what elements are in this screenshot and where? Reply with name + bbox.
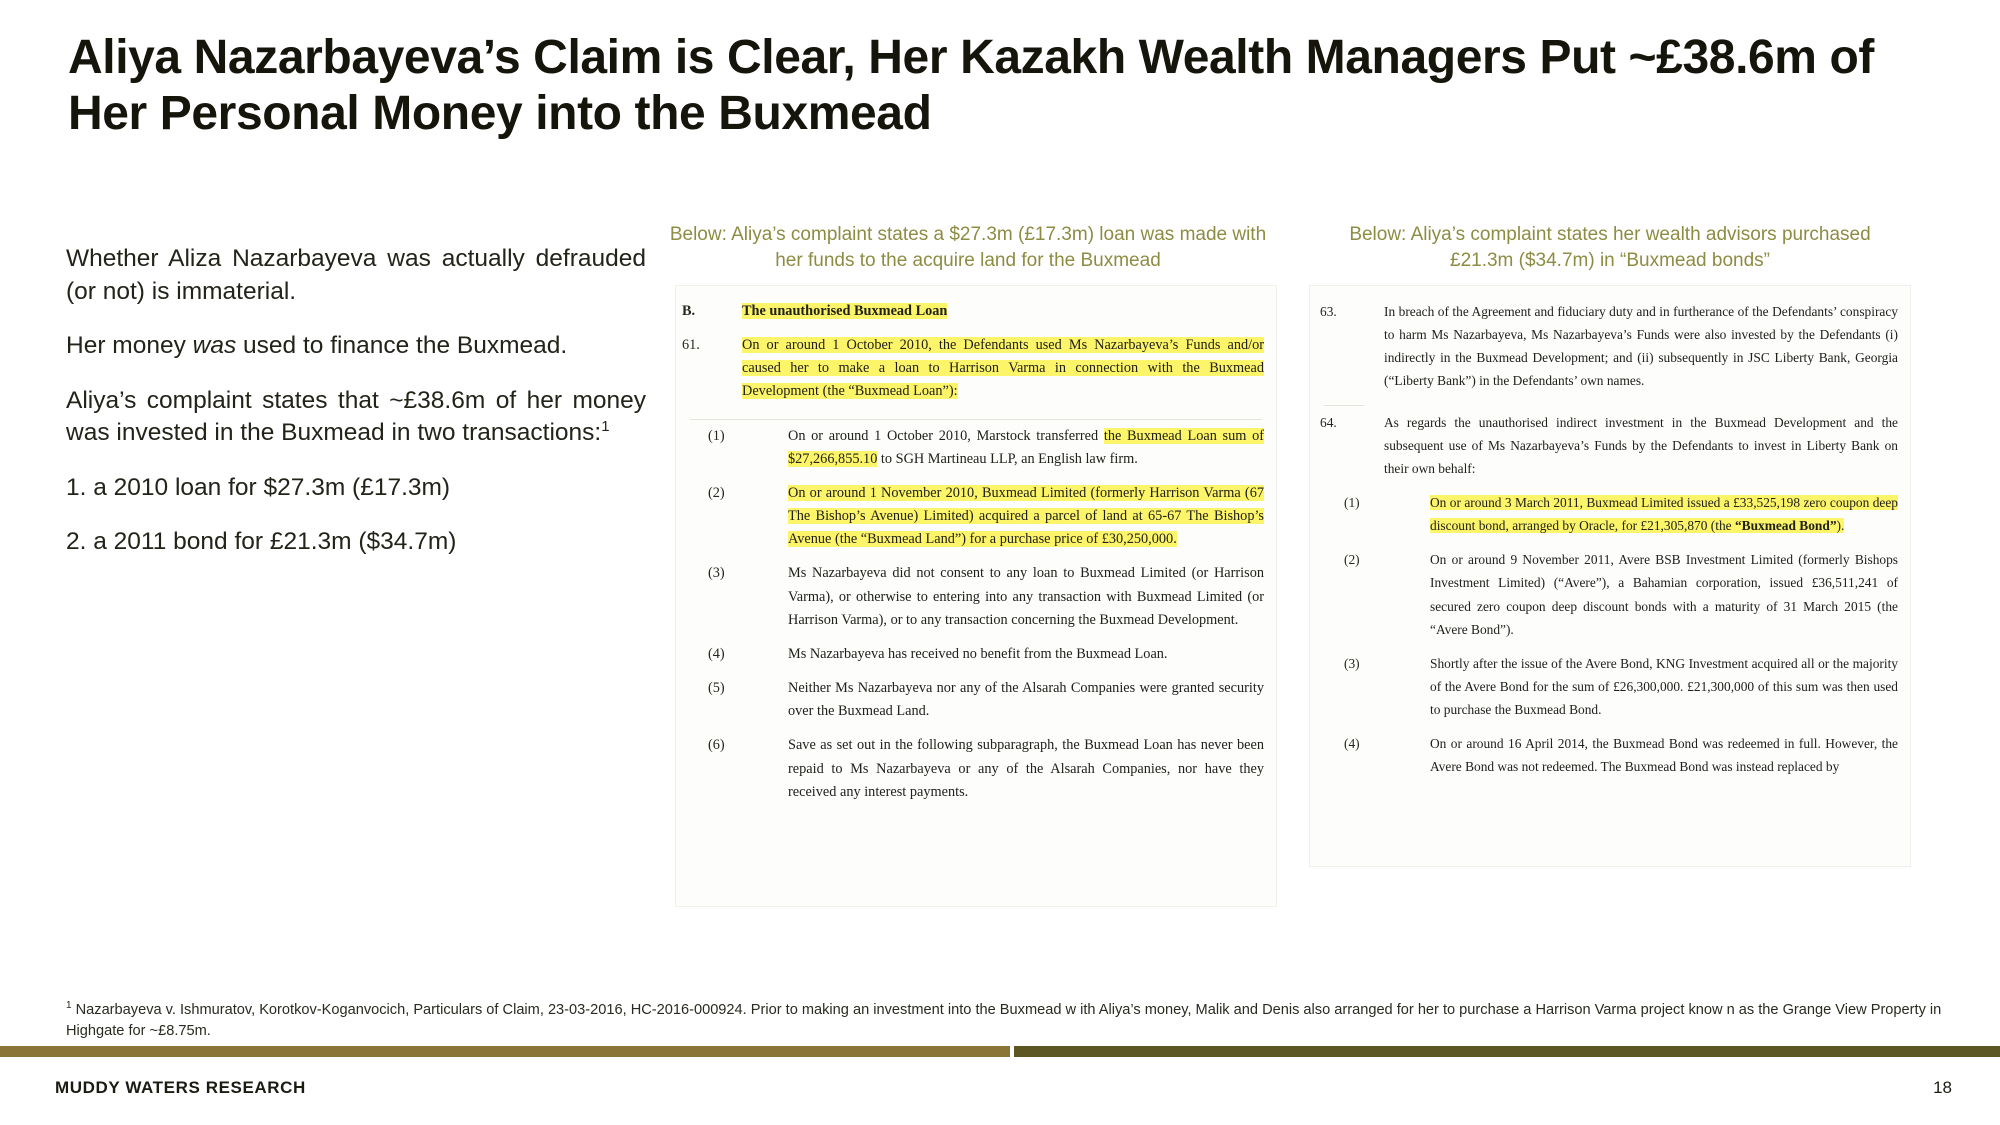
exhibit-left-heading-number: B. — [682, 303, 696, 319]
exhibit-left-item-3 — [676, 562, 1276, 631]
exhibit-right-item-4-number: (4) — [1344, 735, 1360, 751]
exhibit-left-item-4 — [676, 643, 1276, 666]
exhibit-left-heading-row — [676, 300, 1276, 323]
exhibit-right-para-64-text: As regards the unauthorised indirect investment in the Buxmead Development and the subsequent use of Ms Nazarbayeva’s Funds by the Defendants to invest in Liberty Bank on their own behalf: — [1384, 415, 1898, 477]
exhibit-left-para-61 — [676, 334, 1276, 403]
exhibit-left-divider — [690, 419, 1262, 420]
body-paragraph-2 — [66, 330, 646, 363]
body-paragraph-3-text: Aliya’s complaint states that ~£38.6m of her money was invested in the Buxmead in two transactions: — [66, 386, 646, 447]
exhibit-right-item-3-text: Shortly after the issue of the Avere Bond, KNG Investment acquired all or the majority of the Avere Bond for the sum of £26,300,000. £21,300,000 of this sum was then used to purchase the Buxmead Bond. — [1430, 655, 1898, 717]
exhibit-left-caption: Below: Aliya’s complaint states a $27.3m (£17.3m) loan was made with her funds to the acquire land for the Buxmead — [669, 224, 1267, 271]
exhibit-left-item-6-text: Save as set out in the following subparagraph, the Buxmead Loan has never been repaid to Ms Nazarbayeva or any of the Alsarah Companies, nor have they received any interest payments. — [788, 737, 1264, 800]
body-paragraph-1: Whether Aliza Nazarbayeva was actually defrauded (or not) is immaterial. — [66, 245, 646, 305]
exhibit-left-para-61-number: 61. — [682, 337, 700, 354]
exhibit-left-document — [676, 286, 1276, 906]
exhibit-right-para-64-number: 64. — [1320, 415, 1337, 431]
exhibit-left-item-4-text: Ms Nazarbayeva has received no benefit from the Buxmead Loan. — [788, 645, 1168, 662]
body-paragraph-2-post: used to finance the Buxmead. — [236, 332, 568, 360]
body-paragraph-2-emphasis: was — [192, 332, 237, 360]
body-list-item-2: 2. a 2011 bond for £21.3m ($34.7m) — [66, 528, 457, 556]
page-number: 18 — [1933, 1078, 1952, 1097]
exhibit-left-item-1 — [676, 425, 1276, 471]
exhibit-right-divider — [1324, 405, 1364, 406]
exhibit-right-caption: Below: Aliya’s complaint states her wealth advisors purchased £21.3m ($34.7m) in “Buxmead bonds” — [1349, 224, 1871, 271]
exhibit-right-item-1-number: (1) — [1344, 495, 1360, 511]
page-title: Aliya Nazarbayeva’s Claim is Clear, Her Kazakh Wealth Managers Put ~£38.6m of Her Personal Money into the Buxmead — [68, 31, 1875, 140]
exhibit-right-item-1-text: On or around 3 March 2011, Buxmead Limited issued a £33,525,198 zero coupon deep discount bond, arranged by Oracle, for £21,305,870 (the “Buxmead Bond”). — [1430, 495, 1898, 534]
exhibit-left-item-5-number: (5) — [708, 680, 725, 697]
exhibit-left-item-6-number: (6) — [708, 737, 725, 754]
footnote-text: Nazarbayeva v. Ishmuratov, Korotkov-Koganvocich, Particulars of Claim, 23-03-2016, HC-2016-000924. Prior to making an investment into the Buxmead w ith Aliya’s money, Malik and Denis also arranged for her to purchase a Harrison Varma project know n as the Grange View Property in Highgate for ~£8.75m. — [66, 1002, 1942, 1040]
exhibit-right-para-63-number: 63. — [1320, 304, 1337, 319]
exhibit-right-item-4-text: On or around 16 April 2014, the Buxmead Bond was redeemed in full. However, the Avere Bond was not redeemed. The Buxmead Bond was instead replaced by — [1430, 735, 1898, 774]
exhibit-left-heading-text: The unauthorised Buxmead Loan — [742, 303, 948, 319]
exhibit-left-item-5-text: Neither Ms Nazarbayeva nor any of the Alsarah Companies were granted security over the Buxmead Land. — [788, 680, 1264, 720]
body-text-column — [66, 243, 646, 581]
exhibit-right-para-64 — [1310, 411, 1910, 480]
exhibit-left-item-1-text: On or around 1 October 2010, Marstock transferred the Buxmead Loan sum of $27,266,855.10 to SGH Martineau LLP, an English law firm. — [788, 427, 1264, 467]
exhibit-right-item-2 — [1310, 548, 1910, 640]
exhibit-right-item-2-text: On or around 9 November 2011, Avere BSB Investment Limited (formerly Bishops Investment Limited) (“Avere”), a Bahamian corporation, issued £36,511,241 of secured zero coupon deep discount bonds with a maturity of 31 March 2015 (the “Avere Bond”). — [1430, 552, 1898, 637]
exhibit-left-item-6 — [676, 734, 1276, 803]
exhibit-right-item-1 — [1310, 491, 1910, 537]
exhibit-left-item-3-text: Ms Nazarbayeva did not consent to any loan to Buxmead Limited (or Harrison Varma), or otherwise to entering into any transaction with Buxmead Limited (or Harrison Varma), or to any transaction concerning the Buxmead Development. — [788, 565, 1264, 628]
exhibit-left-item-3-number: (3) — [708, 565, 725, 582]
exhibit-left-item-2-text: On or around 1 November 2010, Buxmead Limited (formerly Harrison Varma (67 The Bishop’s Avenue) Limited) acquired a parcel of land at 65-67 The Bishop’s Avenue (the “Buxmead Land”) for a purchase price of £30,250,000. — [788, 484, 1264, 548]
exhibit-left-item-1-number: (1) — [708, 427, 725, 444]
exhibit-right-item-3 — [1310, 652, 1910, 721]
footer-bar-left — [0, 1046, 1010, 1057]
exhibit-left-item-5 — [676, 677, 1276, 723]
exhibit-left-para-61-text: On or around 1 October 2010, the Defendants used Ms Nazarbayeva’s Funds and/or caused her to make a loan to Harrison Varma in connection with the Buxmead Development (the “Buxmead Loan”): — [742, 337, 1264, 400]
footnote-number: 1 — [66, 1000, 72, 1012]
footer-brand: MUDDY WATERS RESEARCH — [55, 1078, 306, 1097]
exhibit-left-item-4-number: (4) — [708, 645, 725, 662]
exhibit-right-item-4 — [1310, 732, 1910, 778]
exhibit-right-para-63 — [1310, 300, 1910, 392]
body-paragraph-3 — [66, 385, 646, 450]
footnote — [66, 1000, 1946, 1042]
exhibit-left-item-2-number: (2) — [708, 484, 725, 501]
exhibit-right-item-3-number: (3) — [1344, 655, 1360, 671]
exhibit-left-item-2 — [676, 482, 1276, 551]
body-list-item-1: 1. a 2010 loan for $27.3m (£17.3m) — [66, 473, 451, 501]
footnote-marker: 1 — [601, 418, 610, 436]
footer-bar-right — [1014, 1046, 2000, 1057]
exhibit-right-item-2-number: (2) — [1344, 552, 1360, 568]
exhibit-right-para-63-text: In breach of the Agreement and fiduciary duty and in furtherance of the Defendants’ conspiracy to harm Ms Nazarbayeva, Ms Nazarbayeva’s Funds were also invested by the Defendants (i) indirectly in the Buxmead Development; and (ii) subsequently in JSC Liberty Bank, Georgia (“Liberty Bank”) in the Defendants’ own names. — [1384, 304, 1898, 389]
body-paragraph-2-pre: Her money — [66, 332, 193, 360]
exhibit-right-document — [1310, 286, 1910, 866]
